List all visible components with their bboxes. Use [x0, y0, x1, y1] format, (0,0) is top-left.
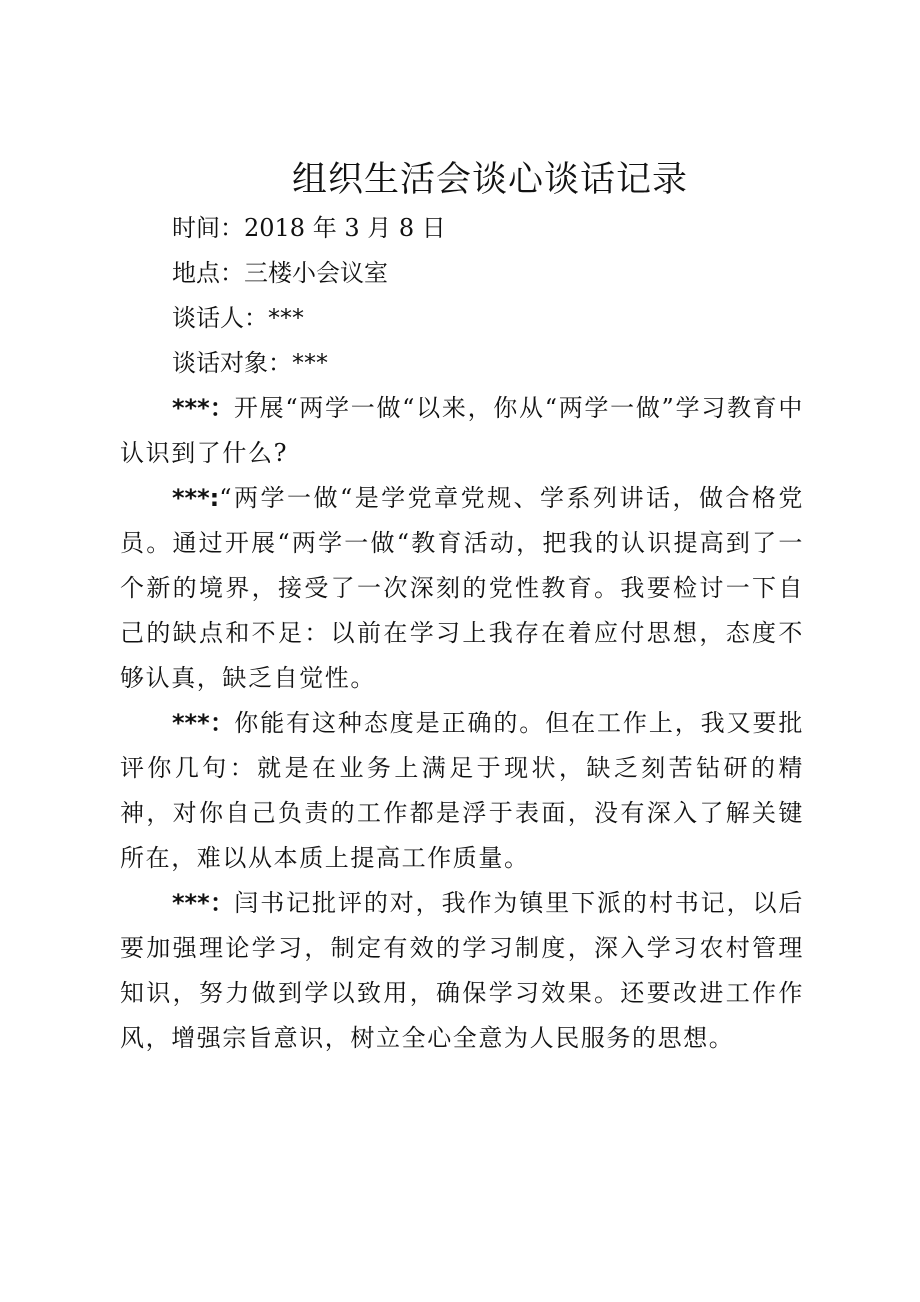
dialogue-paragraph — [120, 701, 804, 881]
dialogue-text: 开展“两学一做“以来，你从“两学一做”学习教育中认识到了什么? — [120, 394, 804, 467]
dialogue-text: 闫书记批评的对，我作为镇里下派的村书记，以后要加强理论学习，制定有效的学习制度，深入学习农村管理知识，努力做到学以致用，确保学习效果。还要改进工作作风，增强宗旨意识，树立全心全意为人民服务的思想。 — [120, 889, 804, 1052]
meta-label: 时间： — [172, 214, 244, 242]
meta-interviewee — [120, 341, 804, 386]
dialogue-text: “两学一做“是学党章党规、学系列讲话，做合格党员。通过开展“两学一做“教育活动，把我的认识提高到了一个新的境界，接受了一次深刻的党性教育。我要检讨一下自己的缺点和不足：以前在学习上我存在着应付思想，态度不够认真，缺乏自觉性。 — [120, 484, 804, 692]
dialogue-text: 你能有这种态度是正确的。但在工作上，我又要批评你几句：就是在业务上满足于现状，缺乏刻苦钻研的精神，对你自己负责的工作都是浮于表面，没有深入了解关键所在，难以从本质上提高工作质量。 — [120, 709, 804, 872]
meta-location — [120, 251, 804, 296]
speaker-separator: ： — [209, 889, 235, 917]
meta-interviewer — [120, 296, 804, 341]
speaker-separator: : — [209, 484, 220, 512]
document-body — [120, 206, 804, 1061]
speaker-name: *** — [172, 889, 210, 917]
speaker-name: *** — [172, 709, 210, 737]
meta-value: 2018 年 3 月 8 日 — [244, 214, 446, 242]
dialogue-paragraph — [120, 476, 804, 701]
meta-value: *** — [292, 349, 328, 377]
meta-value: *** — [268, 304, 304, 332]
meta-time — [120, 206, 804, 251]
meta-value: 三楼小会议室 — [244, 259, 388, 287]
meta-label: 谈话人： — [172, 304, 268, 332]
page-title: 组织生活会谈心谈话记录 — [291, 160, 688, 200]
speaker-name: *** — [172, 394, 210, 422]
speaker-name: *** — [172, 484, 210, 512]
meta-label: 谈话对象： — [172, 349, 292, 377]
speaker-separator: ： — [209, 709, 235, 737]
dialogue-paragraph — [120, 386, 804, 476]
meta-label: 地点： — [172, 259, 244, 287]
speaker-separator: ： — [209, 394, 234, 422]
dialogue-paragraph — [120, 881, 804, 1061]
